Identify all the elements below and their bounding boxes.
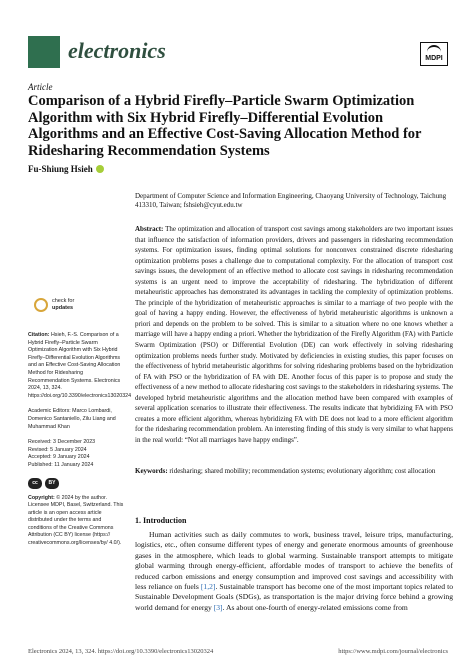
by-icon: BY [45, 478, 59, 489]
journal-name: electronics [68, 38, 166, 63]
check-updates-icon [34, 298, 48, 312]
dates: Received: 3 December 2023 Revised: 5 January 2024 Accepted: 9 January 2024 Published: 11 January 2024 [28, 439, 96, 468]
article-type: Article [28, 82, 53, 92]
mdpi-logo-icon [420, 42, 448, 66]
reference-link[interactable]: [1,2] [200, 582, 216, 592]
journal-header [28, 36, 448, 72]
sidebar [28, 296, 132, 556]
author-line [28, 164, 104, 174]
publisher-name: MDPI [425, 55, 443, 62]
reference-link[interactable]: [3] [213, 602, 223, 612]
citation: Citation: Hsieh, F.-S. Comparison of a Hybrid Firefly–Particle Swarm Optimization Algorithm with Six Hybrid Firefly–Differential Evolution Algorithms and an Effective Cost-Saving Allocation Method for Ridesharing Recommendation Systems. Electronics 2024, 13, 324. https://doi.org/10.3390/electronics13020324 [28, 332, 132, 399]
copyright: Copyright: © 2024 by the author. Licensee MDPI, Basel, Switzerland. This article is an open access article distributed under the terms and conditions of the Creative Commons Attribution (CC BY) license (https:// creativecommons.org/licenses/by/ 4.0/). [28, 494, 124, 547]
cc-icon: cc [28, 478, 42, 489]
abstract: Abstract: The optimization and allocation of transport cost savings among stakeholders are two important issues that influence the satisfaction of information providers, drivers and passengers in ridesharing recommendation systems. For optimization issues, finding optimal solutions for nonconvex constrained discrete ridesharing optimization problems poses a challenge due to computational complexity. For the allocation of transport cost savings issues, the development of an effective method to allocate cost savings in ridesharing recommendation systems is an urgent need to improve the acceptability of ridesharing. The hybridization of different metaheuristic approaches has demonstrated its advantages in tackling the complexity of optimization problems. The principle of the hybridization of metaheuristic approaches is similar to a marriage of two people with the goal of having a happy ending. However, the effectiveness of hybrid metaheuristic algorithms is unknown a priori and depends on the problem to be solved. This is similar to a situation where no one knows whether a marriage will have a happy ending a priori. Whether the hybridization of the Firefly Algorithm (FA) with Particle Swarm Optimization (PSO) or Differential Evolution (DE) can work effectively in solving ridesharing optimization problems needs further study. Motivated by deficiencies in existing studies, this paper focuses on the effectiveness of hybrid metaheuristic algorithms for solving ridesharing problems based on the hybridization of FA with PSO or the hybridization of FA with DE. Another focus of this paper is to propose and study the effectiveness of a new method to allocate ridesharing cost savings to the stakeholders in ridesharing systems. The developed hybrid metaheuristic algorithms and the allocation method have been compared with examples of several application scenarios to illustrate their effectiveness. The results indicate that hybridizing FA with PSO creates a more efficient algorithm, whereas hybridizing FA with DE does not lead to a more efficient algorithm for the ridesharing recommendation problem. An interesting finding of this study is very similar to what happens in the real world: “Not all marriages have happy endings”. [135, 225, 453, 444]
footer-journal-url[interactable]: https://www.mdpi.com/journal/electronics [338, 648, 448, 655]
journal-logo-icon [28, 36, 60, 68]
affiliation: Department of Computer Science and Information Engineering, Chaoyang University of Technology, Taichung 413310, Taiwan; fshsieh@cyut.edu.tw [135, 192, 447, 209]
footer-citation[interactable]: Electronics 2024, 13, 324. https://doi.org/10.3390/electronics13020324 [28, 648, 214, 655]
section-heading: 1. Introduction [135, 516, 187, 525]
check-for-updates-button[interactable]: check for updates [28, 296, 124, 322]
orcid-icon[interactable] [96, 165, 104, 173]
intro-paragraph: Human activities such as daily commutes to work, business travel, leisure trips, manufacturing, logistics, etc., often consume different types of energy and generate enormous amounts of greenhouse gases in the atmosphere, which leads to global warming. Sustainable transport attempts to mitigate global warming through energy-efficient, affordable modes of transport to achieve the benefits of reduced carbon emissions and energy consumption and improved cost savings and accessibility with less reliance on fuels [1,2]. Sustainable transport has become one of the most important topics related to Sustainable Development Goals (SDGs), as transportation is the major driving force behind a growing world demand for energy [3]. As about one-fourth of energy-related emissions come from [135, 530, 453, 612]
author-name[interactable]: Fu-Shiung Hsieh [28, 164, 93, 174]
paper-title: Comparison of a Hybrid Firefly–Particle Swarm Optimization Algorithm with Six Hybrid Firefly–Differential Evolution Algorithms and an Effective Cost-Saving Allocation Method for Ridesharing Recommendation Systems [28, 93, 422, 159]
academic-editors: Academic Editors: Marco Lombardi, Domenico Santaniello, Zilu Liang and Muhammad Khan [28, 408, 116, 430]
keywords: Keywords: ridesharing; shared mobility; recommendation systems; evolutionary algorithm; cost allocation [135, 467, 436, 475]
cc-license-badge[interactable] [28, 478, 124, 489]
